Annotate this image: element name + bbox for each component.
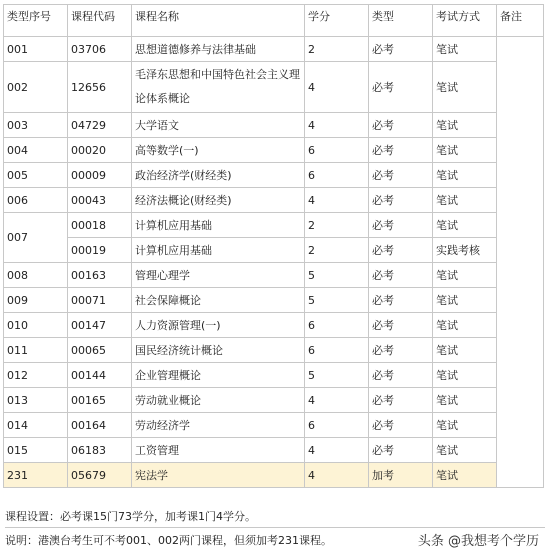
cell-exam: 笔试 — [433, 188, 497, 213]
cell-type: 必考 — [369, 37, 433, 62]
cell-exam: 笔试 — [433, 338, 497, 363]
cell-code: 05679 — [68, 463, 132, 488]
cell-exam: 笔试 — [433, 163, 497, 188]
cell-exam: 笔试 — [433, 37, 497, 62]
cell-type: 必考 — [369, 188, 433, 213]
cell-seq: 009 — [4, 288, 68, 313]
cell-type: 必考 — [369, 438, 433, 463]
cell-code: 00018 — [68, 213, 132, 238]
cell-exam: 笔试 — [433, 413, 497, 438]
cell-type: 加考 — [369, 463, 433, 488]
header-remark: 备注 — [497, 5, 544, 37]
cell-code: 00163 — [68, 263, 132, 288]
cell-credit: 5 — [305, 288, 369, 313]
cell-exam: 笔试 — [433, 388, 497, 413]
cell-exam: 笔试 — [433, 313, 497, 338]
table-row — [4, 138, 544, 163]
cell-seq: 011 — [4, 338, 68, 363]
cell-credit: 4 — [305, 113, 369, 138]
cell-exam: 笔试 — [433, 438, 497, 463]
cell-exam: 笔试 — [433, 263, 497, 288]
watermark: 头条 @我想考个学历 — [416, 530, 541, 549]
cell-code: 00019 — [68, 238, 132, 263]
header-exam: 考试方式 — [433, 5, 497, 37]
cell-name: 思想道德修养与法律基础 — [132, 37, 305, 62]
cell-name: 计算机应用基础 — [132, 238, 305, 263]
cell-seq: 005 — [4, 163, 68, 188]
cell-type: 必考 — [369, 62, 433, 113]
cell-seq: 015 — [4, 438, 68, 463]
header-type: 类型 — [369, 5, 433, 37]
cell-code: 00144 — [68, 363, 132, 388]
cell-seq: 013 — [4, 388, 68, 413]
cell-name: 计算机应用基础 — [132, 213, 305, 238]
cell-credit: 4 — [305, 463, 369, 488]
cell-name: 工资管理 — [132, 438, 305, 463]
cell-code: 06183 — [68, 438, 132, 463]
cell-credit: 4 — [305, 388, 369, 413]
cell-seq: 007 — [4, 213, 68, 263]
cell-seq: 003 — [4, 113, 68, 138]
cell-code: 00071 — [68, 288, 132, 313]
cell-type: 必考 — [369, 113, 433, 138]
table-row — [4, 338, 544, 363]
cell-type: 必考 — [369, 388, 433, 413]
table-row — [4, 388, 544, 413]
cell-code: 00147 — [68, 313, 132, 338]
cell-name: 国民经济统计概论 — [132, 338, 305, 363]
cell-remark — [497, 37, 544, 488]
cell-name: 高等数学(一) — [132, 138, 305, 163]
header-code: 课程代码 — [68, 5, 132, 37]
cell-exam: 实践考核 — [433, 238, 497, 263]
table-row — [4, 413, 544, 438]
cell-type: 必考 — [369, 138, 433, 163]
cell-code: 04729 — [68, 113, 132, 138]
cell-credit: 6 — [305, 163, 369, 188]
table-row — [4, 238, 544, 263]
cell-exam: 笔试 — [433, 288, 497, 313]
cell-name: 宪法学 — [132, 463, 305, 488]
cell-type: 必考 — [369, 338, 433, 363]
cell-exam: 笔试 — [433, 62, 497, 113]
cell-code: 03706 — [68, 37, 132, 62]
cell-credit: 6 — [305, 413, 369, 438]
cell-seq: 010 — [4, 313, 68, 338]
cell-seq: 014 — [4, 413, 68, 438]
cell-code: 00165 — [68, 388, 132, 413]
cell-credit: 5 — [305, 363, 369, 388]
cell-exam: 笔试 — [433, 138, 497, 163]
course-setup-note: 课程设置：必考课15门73学分，加考课1门4学分。 — [5, 508, 545, 528]
table-row — [4, 313, 544, 338]
cell-seq: 231 — [4, 463, 68, 488]
cell-name: 政治经济学(财经类) — [132, 163, 305, 188]
cell-exam: 笔试 — [433, 113, 497, 138]
cell-credit: 4 — [305, 62, 369, 113]
cell-name: 企业管理概论 — [132, 363, 305, 388]
cell-name: 社会保障概论 — [132, 288, 305, 313]
header-row — [4, 5, 544, 37]
cell-seq: 008 — [4, 263, 68, 288]
course-table — [3, 4, 544, 488]
cell-credit: 2 — [305, 238, 369, 263]
table-row — [4, 113, 544, 138]
cell-name: 管理心理学 — [132, 263, 305, 288]
cell-seq: 012 — [4, 363, 68, 388]
cell-seq: 006 — [4, 188, 68, 213]
cell-type: 必考 — [369, 163, 433, 188]
cell-credit: 6 — [305, 138, 369, 163]
cell-code: 00009 — [68, 163, 132, 188]
cell-code: 12656 — [68, 62, 132, 113]
cell-credit: 4 — [305, 438, 369, 463]
cell-seq: 001 — [4, 37, 68, 62]
cell-type: 必考 — [369, 413, 433, 438]
cell-code: 00164 — [68, 413, 132, 438]
cell-exam: 笔试 — [433, 463, 497, 488]
cell-credit: 6 — [305, 313, 369, 338]
cell-code: 00065 — [68, 338, 132, 363]
cell-type: 必考 — [369, 238, 433, 263]
table-row — [4, 163, 544, 188]
cell-type: 必考 — [369, 213, 433, 238]
table-row — [4, 438, 544, 463]
cell-credit: 5 — [305, 263, 369, 288]
table-row — [4, 188, 544, 213]
table-row — [4, 288, 544, 313]
cell-code: 00043 — [68, 188, 132, 213]
header-seq: 类型序号 — [4, 5, 68, 37]
table-row — [4, 213, 544, 238]
cell-credit: 6 — [305, 338, 369, 363]
header-name: 课程名称 — [132, 5, 305, 37]
table-row — [4, 62, 544, 113]
cell-name: 劳动就业概论 — [132, 388, 305, 413]
cell-credit: 4 — [305, 188, 369, 213]
cell-type: 必考 — [369, 263, 433, 288]
table-row — [4, 363, 544, 388]
table-row — [4, 263, 544, 288]
cell-seq: 002 — [4, 62, 68, 113]
cell-name: 大学语文 — [132, 113, 305, 138]
cell-type: 必考 — [369, 288, 433, 313]
cell-seq: 004 — [4, 138, 68, 163]
table-row-highlighted — [4, 463, 544, 488]
explanation-note: 说明：港澳台考生可不考001、002两门课程，但须加考231课程。 — [5, 534, 332, 547]
cell-name: 人力资源管理(一) — [132, 313, 305, 338]
cell-exam: 笔试 — [433, 363, 497, 388]
cell-credit: 2 — [305, 37, 369, 62]
cell-name: 经济法概论(财经类) — [132, 188, 305, 213]
cell-name: 毛泽东思想和中国特色社会主义理论体系概论 — [132, 62, 305, 113]
header-credit: 学分 — [305, 5, 369, 37]
cell-code: 00020 — [68, 138, 132, 163]
cell-type: 必考 — [369, 363, 433, 388]
cell-credit: 2 — [305, 213, 369, 238]
cell-name: 劳动经济学 — [132, 413, 305, 438]
cell-exam: 笔试 — [433, 213, 497, 238]
cell-type: 必考 — [369, 313, 433, 338]
table-row — [4, 37, 544, 62]
